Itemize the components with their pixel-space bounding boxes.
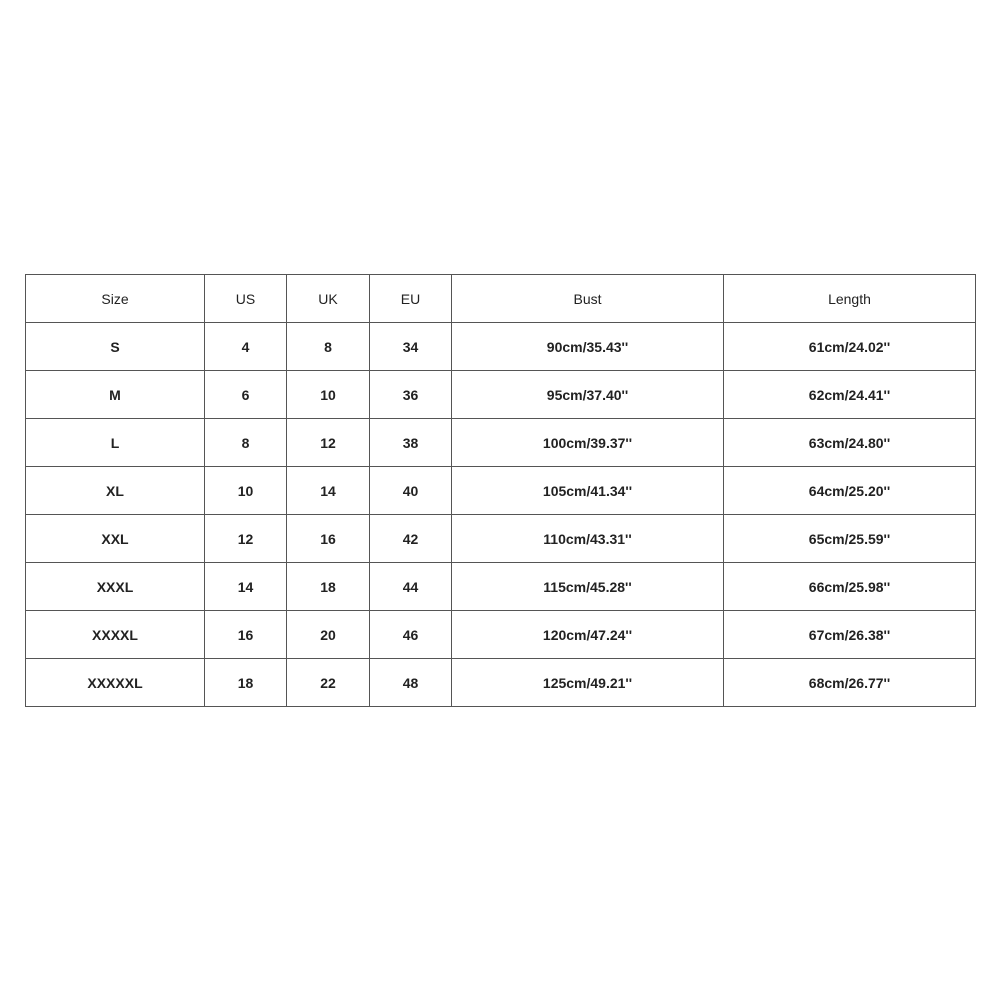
cell-uk: 22 [287, 659, 370, 707]
cell-us: 8 [205, 419, 287, 467]
cell-bust: 125cm/49.21'' [452, 659, 724, 707]
cell-uk: 8 [287, 323, 370, 371]
cell-uk: 12 [287, 419, 370, 467]
table-row [26, 515, 976, 563]
cell-us: 4 [205, 323, 287, 371]
cell-size: XXL [26, 515, 205, 563]
cell-us: 12 [205, 515, 287, 563]
header-size: Size [26, 275, 205, 323]
cell-length: 63cm/24.80'' [724, 419, 976, 467]
cell-bust: 95cm/37.40'' [452, 371, 724, 419]
cell-eu: 42 [370, 515, 452, 563]
header-us: US [205, 275, 287, 323]
cell-eu: 38 [370, 419, 452, 467]
header-bust: Bust [452, 275, 724, 323]
cell-bust: 100cm/39.37'' [452, 419, 724, 467]
cell-us: 10 [205, 467, 287, 515]
header-row [26, 275, 976, 323]
cell-eu: 48 [370, 659, 452, 707]
cell-length: 66cm/25.98'' [724, 563, 976, 611]
cell-eu: 46 [370, 611, 452, 659]
cell-size: XXXL [26, 563, 205, 611]
cell-bust: 110cm/43.31'' [452, 515, 724, 563]
cell-uk: 18 [287, 563, 370, 611]
cell-eu: 34 [370, 323, 452, 371]
cell-length: 65cm/25.59'' [724, 515, 976, 563]
cell-length: 67cm/26.38'' [724, 611, 976, 659]
table-row [26, 611, 976, 659]
table-row [26, 323, 976, 371]
size-chart-table [25, 274, 976, 707]
cell-length: 62cm/24.41'' [724, 371, 976, 419]
cell-eu: 40 [370, 467, 452, 515]
cell-us: 6 [205, 371, 287, 419]
cell-uk: 20 [287, 611, 370, 659]
table-row [26, 371, 976, 419]
cell-uk: 14 [287, 467, 370, 515]
table-row [26, 467, 976, 515]
cell-length: 64cm/25.20'' [724, 467, 976, 515]
table-header [26, 275, 976, 323]
cell-length: 61cm/24.02'' [724, 323, 976, 371]
cell-size: XXXXL [26, 611, 205, 659]
cell-eu: 36 [370, 371, 452, 419]
cell-size: L [26, 419, 205, 467]
cell-us: 18 [205, 659, 287, 707]
cell-eu: 44 [370, 563, 452, 611]
table-row [26, 419, 976, 467]
table-body [26, 323, 976, 707]
header-eu: EU [370, 275, 452, 323]
cell-size: M [26, 371, 205, 419]
cell-uk: 16 [287, 515, 370, 563]
cell-size: XL [26, 467, 205, 515]
cell-bust: 120cm/47.24'' [452, 611, 724, 659]
cell-bust: 105cm/41.34'' [452, 467, 724, 515]
header-uk: UK [287, 275, 370, 323]
cell-size: S [26, 323, 205, 371]
cell-uk: 10 [287, 371, 370, 419]
cell-bust: 115cm/45.28'' [452, 563, 724, 611]
table-row [26, 659, 976, 707]
cell-us: 16 [205, 611, 287, 659]
header-length: Length [724, 275, 976, 323]
cell-size: XXXXXL [26, 659, 205, 707]
cell-us: 14 [205, 563, 287, 611]
cell-bust: 90cm/35.43'' [452, 323, 724, 371]
cell-length: 68cm/26.77'' [724, 659, 976, 707]
table-row [26, 563, 976, 611]
